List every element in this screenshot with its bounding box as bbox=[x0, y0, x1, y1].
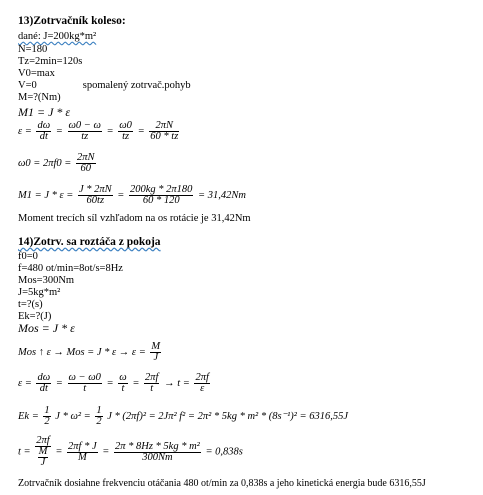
given-v0: V0=max bbox=[18, 68, 55, 79]
given-n: N=180 bbox=[18, 44, 48, 55]
given-j: J=5kg*m² bbox=[18, 287, 61, 298]
equation-kinetic-energy: Ek = $\frac{1}{2}$ J * ω² = $\frac{1}{2}$ J * (2πf)² = 2Jπ² f² = 2π² * 5kg * m² * (8s⁻¹)² = 6316,55J bbox=[18, 405, 348, 427]
given-f0: f0=0 bbox=[18, 251, 38, 262]
equation-omega0: ω0 = 2πf0 = $\frac{2\pi N}{60}$ bbox=[18, 152, 95, 174]
given-v: V=0 spomalený zotrvač.pohyb bbox=[18, 80, 191, 91]
unknown-t: t=?(s) bbox=[18, 299, 43, 310]
section-14-conclusion: Zotrvačník dosiahne frekvenciu otáčania 480 ot/min za 0,838s a jeho kinetická energia bude 6316,55J bbox=[18, 478, 426, 489]
equation-m1: M1 = J * ε bbox=[18, 105, 71, 119]
equation-epsilon: ε = $\frac{d\omega}{dt}$ = $\frac{\omega 0 - \omega}{tz}$ = $\frac{\omega 0}{tz}$ = $\frac{2\pi N}{60 * tz}$ bbox=[18, 120, 179, 142]
section-14-title: 14)Zotrv. sa roztáča z pokoja bbox=[18, 236, 161, 248]
given-f: f=480 ot/min=8ot/s=8Hz bbox=[18, 263, 123, 274]
equation-mos-chain: Mos ↑ ε → Mos = J * ε → ε = $\frac{M}{J}$ bbox=[18, 341, 161, 363]
given-mos: Mos=300Nm bbox=[18, 275, 75, 286]
unknown-ek: Ek=?(J) bbox=[18, 311, 52, 322]
equation-time: t = $\frac{2\pi f}{\frac{M}{J}}$ = $\frac{2\pi f * J}{M}$ = $\frac{\text{2π * 8Hz * 5kg * m²}}{300Nm}$ = 0,838s bbox=[18, 435, 243, 468]
equation-epsilon-2: ε = $\frac{d\omega}{dt}$ = $\frac{\omega - \omega 0}{t}$ = $\frac{\omega}{t}$ = $\frac{2\pi f}{t}$ → t = $\frac{2\pi f}{\varepsilon}$ bbox=[18, 372, 209, 394]
equation-m1-result: M1 = J * ε = $\frac{J * 2\pi N}{60tz}$ = $\frac{200kg * 2\pi 180}{60 * 120}$ = 31,42Nm bbox=[18, 184, 246, 206]
given-tz: Tz=2min=120s bbox=[18, 56, 83, 67]
section-13-conclusion: Moment trecích síl vzhľadom na os rotácie je 31,42Nm bbox=[18, 213, 251, 224]
equation-mos: Mos = J * ε bbox=[18, 321, 75, 335]
unknown-m: M=?(Nm) bbox=[18, 92, 61, 103]
section-13-title: 13)Zotrvačník koleso: bbox=[18, 15, 126, 27]
given-j: dané: J=200kg*m² bbox=[18, 31, 97, 42]
